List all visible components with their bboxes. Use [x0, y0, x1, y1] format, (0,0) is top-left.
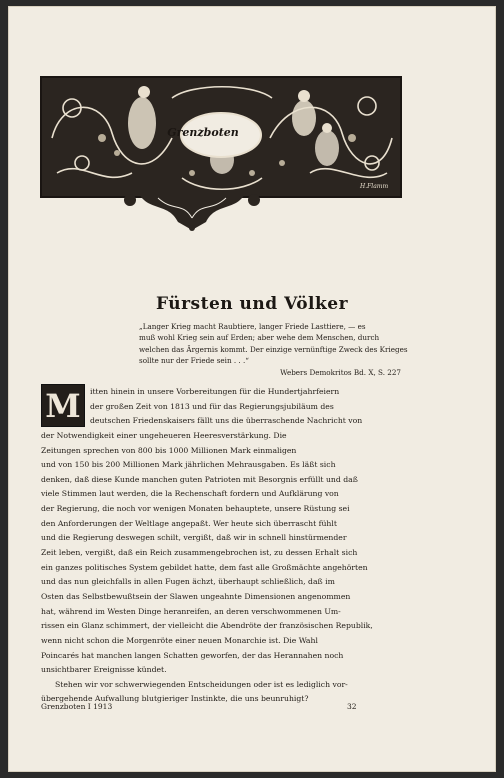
book-page: [8, 6, 496, 772]
body-line: den Anforderungen der Weltlage angepaßt. Wer heute sich überrascht fühlt: [41, 518, 337, 528]
header-emblem: [168, 114, 238, 150]
body-line: der Regierung, die noch vor wenigen Monaten behauptete, unsere Rüstung sei: [41, 504, 350, 514]
article-body: [41, 385, 411, 707]
epigraph-source: Webers Demokritos Bd. X, S. 227: [280, 368, 401, 377]
body-line: hat, während im Westen Dinge heranreifen, an deren verschwommenen Um-: [41, 606, 341, 616]
body-line: ein ganzes politisches System gebildet hatte, dem fast alle Großmächte angehörten: [41, 562, 368, 572]
body-line: der großen Zeit von 1813 und für das Regierungsjubiläum des: [90, 401, 334, 411]
initial-letter: M: [45, 387, 81, 425]
body-line: Zeit leben, vergißt, daß ein Reich zusammengebrochen ist, zu dessen Erhalt sich: [41, 548, 358, 558]
page-number: 32: [347, 702, 357, 711]
body-line: deutschen Friedenskaisers fällt uns die überraschende Nachricht von: [90, 416, 363, 426]
artist-signature: H.Flamm: [360, 183, 389, 190]
body-line: denken, daß diese Kunde manchen guten Patrioten mit Besorgnis erfüllt und daß: [41, 474, 358, 484]
epigraph-quote: [139, 321, 408, 377]
body-line: unsichtbarer Ereignisse kündet.: [41, 665, 167, 675]
epigraph-line: „Langer Krieg macht Raubtiere, langer Friede Lasttiere, — es: [139, 322, 366, 331]
body-line: Poincarés hat manchen langen Schatten geworfen, der das Herannahen noch: [41, 650, 344, 660]
body-line: und das nun gleichfalls in allen Fugen ächzt, überhaupt schließlich, daß im: [41, 577, 335, 587]
body-line: und von 150 bis 200 Millionen Mark jährlichen Mehrausgaben. Es läßt sich: [41, 460, 336, 470]
body-line: Zeitungen sprechen von 800 bis 1000 Millionen Mark einmaligen: [41, 445, 297, 455]
body-line: und die Regierung deswegen schilt, vergißt, daß wir in schnell hinstürmender: [41, 533, 347, 543]
epigraph-line: muß wohl Krieg sein auf Erden; aber wehe dem Menschen, durch: [139, 333, 380, 343]
body-line: viele Stimmen laut werden, die la Rechenschaft fordern und Aufklärung von: [41, 489, 339, 499]
header-pendant-ornament: [118, 192, 266, 232]
body-line: der Notwendigkeit einer ungeheueren Heeresverstärkung. Die: [41, 430, 287, 440]
article-title: Fürsten und Völker: [155, 294, 349, 314]
body-line: Stehen wir vor schwerwiegenden Entscheidungen oder ist es lediglich vor-: [55, 679, 348, 689]
body-line: Osten das Selbstbewußtsein der Slawen ungeahnte Dimensionen angenommen: [41, 591, 351, 601]
epigraph-line: welchen das Ärgernis kommt. Der einzige vernünftige Zweck des Krieges: [139, 344, 408, 354]
body-line: itten hinein in unsere Vorbereitungen für die Hundertjahrfeiern: [90, 387, 340, 396]
body-line: rissen ein Glanz schimmert, der vielleicht die Abendröte der französischen Republik,: [41, 621, 373, 631]
body-line: wenn nicht schon die Morgenröte einer neuen Monarchie ist. Die Wahl: [41, 635, 318, 645]
footer-publication: Grenzboten I 1913: [41, 702, 113, 711]
body-line: übergehende Aufwallung blutgieriger Instinkte, die uns beunruhigt?: [41, 694, 309, 704]
emblem-text: Grenzboten: [167, 125, 239, 139]
epigraph-line: sollte nur der Friede sein . . .“: [139, 355, 249, 365]
